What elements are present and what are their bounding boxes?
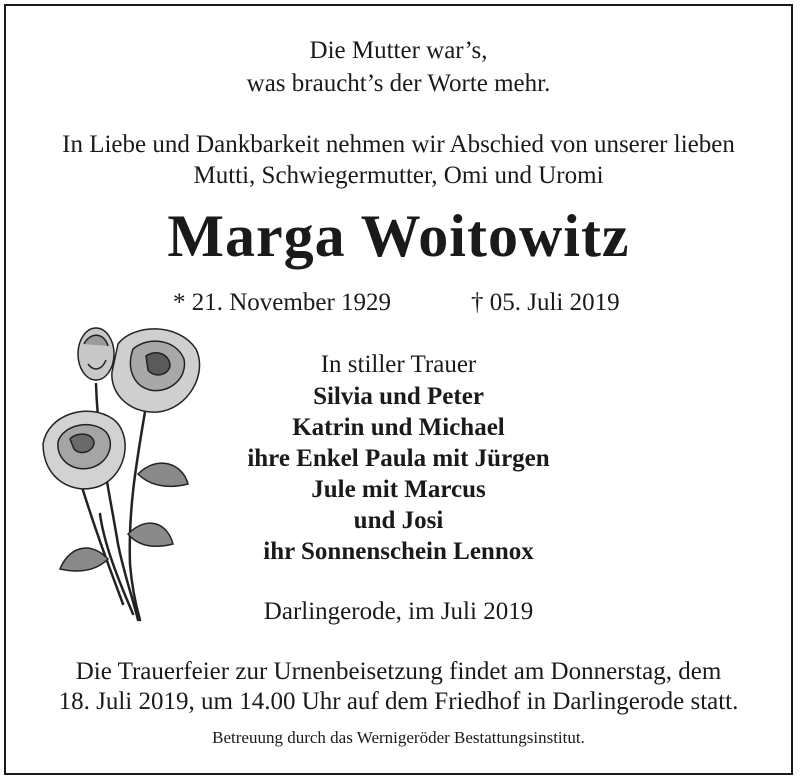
mourner-line: ihr Sonnenschein Lennox <box>263 538 534 565</box>
motto-line-1: Die Mutter war’s, <box>309 37 488 64</box>
mourner-line: Jule mit Marcus <box>311 476 486 503</box>
ceremony-line-1: Die Trauerfeier zur Urnenbeisetzung findet am Donnerstag, dem <box>75 658 722 685</box>
death-date: † 05. Juli 2019 <box>471 289 620 316</box>
mourner-line: und Josi <box>353 507 444 534</box>
intro-line-2: Mutti, Schwiegermutter, Omi und Uromi <box>193 162 604 189</box>
motto-line-2: was braucht’s der Worte mehr. <box>246 70 551 97</box>
mourner-line: Katrin und Michael <box>292 414 505 441</box>
birth-date: * 21. November 1929 <box>173 289 392 316</box>
obituary-card <box>4 4 793 775</box>
mourner-line: ihre Enkel Paula mit Jürgen <box>247 445 550 472</box>
mourners-intro: In stiller Trauer <box>320 351 477 378</box>
mourner-line: Silvia und Peter <box>313 383 484 410</box>
deceased-name: Marga Woitowitz <box>167 203 630 269</box>
funeral-home: Betreuung durch das Wernigeröder Bestattungsinstitut. <box>212 728 585 747</box>
intro-line-1: In Liebe und Dankbarkeit nehmen wir Abschied von unserer lieben <box>62 131 735 158</box>
place-date: Darlingerode, im Juli 2019 <box>263 598 534 625</box>
ceremony-line-2: 18. Juli 2019, um 14.00 Uhr auf dem Friedhof in Darlingerode statt. <box>58 688 739 715</box>
